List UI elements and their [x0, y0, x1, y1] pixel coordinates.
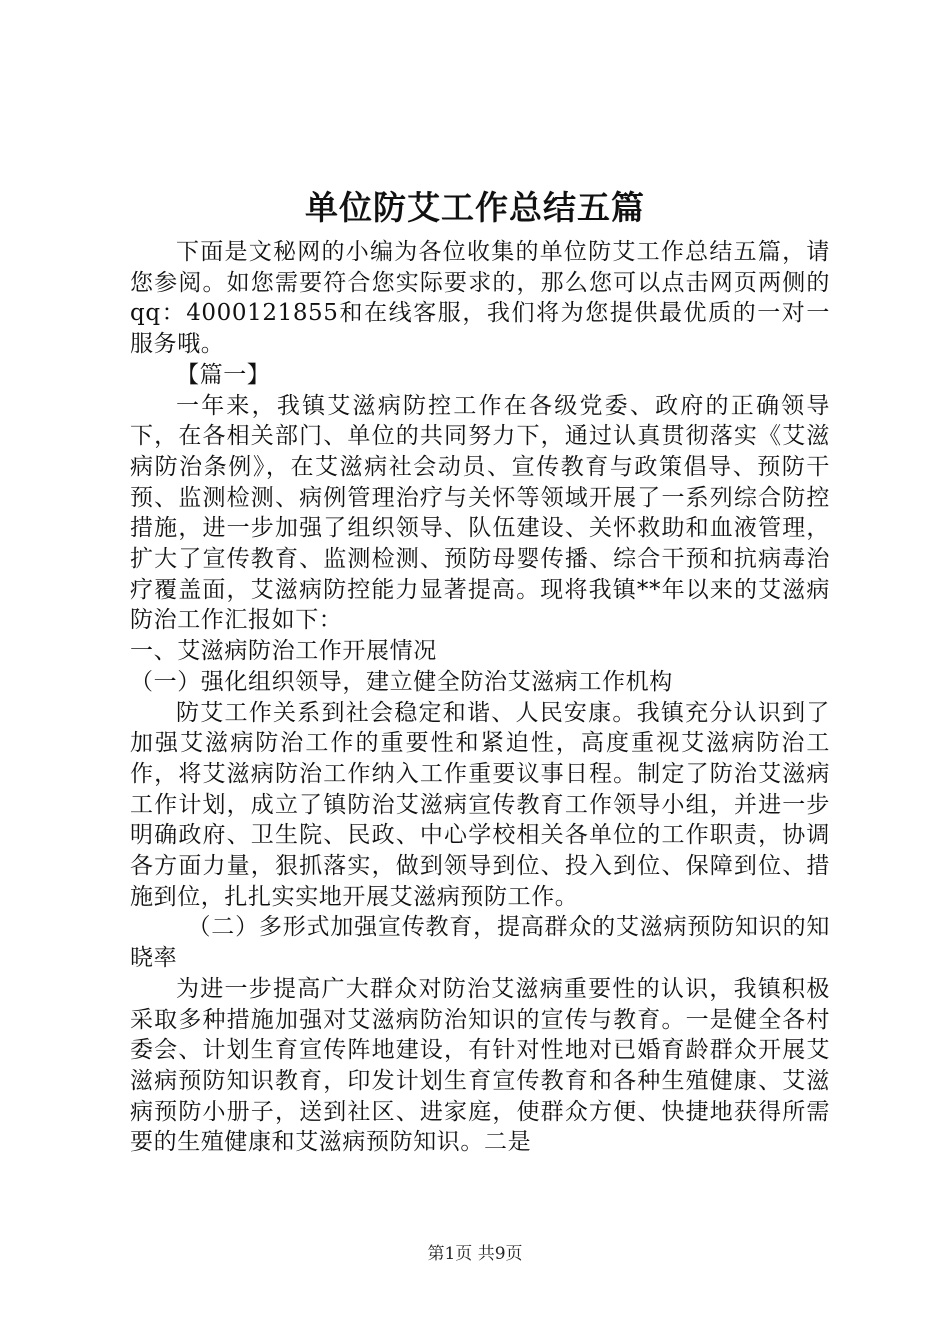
subsection-heading: （二）多形式加强宣传教育，提高群众的艾滋病预防知识的知晓率	[130, 914, 830, 972]
section-heading: 一、艾滋病防治工作开展情况	[130, 638, 437, 665]
body-paragraph: 防艾工作关系到社会稳定和谐、人民安康。我镇充分认识到了加强艾滋病防治工作的重要性和紧迫性，高度重视艾滋病防治工作，将艾滋病防治工作纳入工作重要议事日程。制定了防治艾滋病工作计划，成立了镇防治艾滋病宣传教育工作领导小组，并进一步明确政府、卫生院、民政、中心学校相关各单位的工作职责，协调各方面力量，狠抓落实，做到领导到位、投入到位、保障到位、措施到位，扎扎实实地开展艾滋病预防工作。	[130, 699, 830, 910]
body-paragraph: 为进一步提高广大群众对防治艾滋病重要性的认识，我镇积极采取多种措施加强对艾滋病防治知识的宣传与教育。一是健全各村委会、计划生育宣传阵地建设，有针对性地对已婚育龄群众开展艾滋病预防知识教育，印发计划生育宣传教育和各种生殖健康、艾滋病预防小册子，送到社区、进家庭，使群众方便、快捷地获得所需要的生殖健康和艾滋病预防知识。二是	[130, 975, 830, 1156]
body-paragraph: 一年来，我镇艾滋病防控工作在各级党委、政府的正确领导下，在各相关部门、单位的共同努力下，通过认真贯彻落实《艾滋病防治条例》，在艾滋病社会动员、宣传教育与政策倡导、预防干预、监测检测、病例管理治疗与关怀等领域开展了一系列综合防控措施，进一步加强了组织领导、队伍建设、关怀救助和血液管理，扩大了宣传教育、监测检测、预防母婴传播、综合干预和抗病毒治疗覆盖面，艾滋病防控能力显著提高。现将我镇**年以来的艾滋病防治工作汇报如下：	[130, 392, 830, 634]
intro-paragraph: 下面是文秘网的小编为各位收集的单位防艾工作总结五篇，请您参阅。如您需要符合您实际要求的，那么您可以点击网页两侧的qq：4000121855和在线客服，我们将为您提供最优质的一对一服务哦。	[130, 239, 830, 358]
subsection-heading: （一）强化组织领导，建立健全防治艾滋病工作机构	[130, 668, 673, 695]
section-heading-part-one: 【篇一】	[176, 361, 271, 388]
document-title: 单位防艾工作总结五篇	[305, 188, 645, 227]
document-body	[130, 237, 830, 1158]
page-footer: 第1页 共9页	[427, 1244, 523, 1264]
